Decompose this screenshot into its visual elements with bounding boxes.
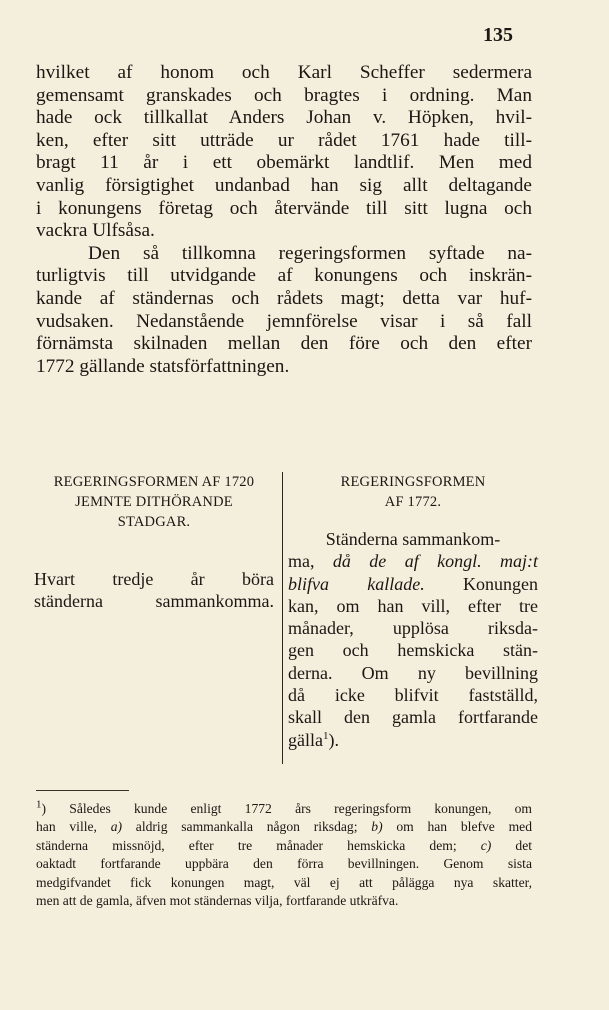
text-line: derna. Om ny bevillning <box>288 662 538 683</box>
text-fragment: Konungen <box>424 573 538 594</box>
footnote-line <box>36 837 532 855</box>
heading-line: JEMNTE DITHÖRANDE <box>75 494 233 510</box>
text-line: hvilket af honom och Karl Scheffer sedermera <box>36 62 532 83</box>
footnote-line: medgifvandet fick konungen magt, väl ej att pålägga nya skatter, <box>36 874 532 890</box>
italic-fragment: b) <box>371 819 383 835</box>
heading-line: REGERINGSFORMEN <box>340 474 486 490</box>
heading-line: STADGAR. <box>117 514 191 530</box>
text-line <box>288 729 538 751</box>
text-line: skall den gamla fortfarande <box>288 707 538 728</box>
text-line: månader, upplösa riksda- <box>288 618 538 639</box>
text-line: Den så tillkomna regeringsformen syftade na- <box>88 242 532 264</box>
text-fragment: ). <box>328 729 339 750</box>
right-column-text <box>288 528 538 751</box>
text-line: bragt 11 år i ett obemärkt landtlif. Men med <box>36 152 532 174</box>
text-line: Ständerna sammankom- <box>325 529 501 549</box>
page-number: 135 <box>483 24 513 46</box>
text-fragment: ) Således kunde enligt 1772 års regeringsform konungen, om <box>41 801 532 816</box>
text-fragment: aldrig sammankalla någon riksdag; <box>122 819 372 835</box>
text-line: turligtvis till utvidgande af konungens och inskrän- <box>36 265 532 287</box>
text-line: vudsaken. Nedanstående jemnförelse visar i så fall <box>36 310 532 332</box>
text-fragment: ständerna missnöjd, efter tre månader hemskicka dem; <box>36 837 481 853</box>
italic-fragment: c) <box>480 837 492 853</box>
left-column-text <box>34 568 274 613</box>
italic-fragment: a) <box>110 819 123 835</box>
body-text <box>36 62 532 378</box>
text-line: gen och hemskicka stän- <box>288 640 538 661</box>
left-column-heading <box>34 472 274 532</box>
heading-line: REGERINGSFORMEN AF 1720 <box>53 474 255 490</box>
text-line: gemensamt granskades och bragtes i ordning. Man <box>36 84 532 106</box>
text-line: förnämsta skilnaden mellan den före och den efter <box>36 333 532 355</box>
footnote-line <box>36 800 532 818</box>
text-line: 1772 gällande statsförfattningen. <box>36 355 290 377</box>
text-line: då icke blifvit fastställd, <box>288 685 538 706</box>
text-line: hade ock tillkallat Anders Johan v. Höpken, hvil- <box>36 107 532 129</box>
text-line <box>288 573 538 595</box>
text-line: kan, om han vill, efter tre <box>288 595 538 616</box>
footnote-line: men att de gamla, äfven mot ständernas vilja, fortfarande utkräfva. <box>36 892 399 908</box>
right-column <box>288 472 538 751</box>
footnote-marker: 1 <box>36 798 42 811</box>
text-fragment: om han blefve med <box>382 819 532 835</box>
heading-line: AF 1772. <box>384 494 442 510</box>
column-divider <box>282 472 283 764</box>
italic-fragment: då de af kongl. maj:t <box>332 551 538 572</box>
text-fragment: gälla <box>288 729 323 750</box>
text-line: vackra Ulfsåsa. <box>36 220 155 242</box>
left-column <box>34 472 274 613</box>
footnote <box>36 800 532 910</box>
footnote-rule <box>36 790 129 791</box>
footnote-ref: 1 <box>322 729 329 742</box>
text-line: vanlig försigtighet undanbad han sig allt deltagande <box>36 174 532 196</box>
text-fragment: han ville, <box>36 819 111 835</box>
text-line: Hvart tredje år böra <box>34 569 274 589</box>
text-line <box>288 550 538 572</box>
text-line: i konungens företag och återvände till sitt lugna och <box>36 197 532 219</box>
text-fragment: det <box>491 837 532 853</box>
text-line: ständerna sammankomma. <box>34 591 274 612</box>
text-line: ken, efter sitt utträde ur rådet 1761 hade till- <box>36 129 532 151</box>
comparison-columns <box>34 472 540 762</box>
italic-fragment: blifva kallade. <box>288 573 425 594</box>
text-fragment: ma, <box>288 551 333 572</box>
footnote-line: oaktadt fortfarande uppbära den förra bevillningen. Genom sista <box>36 856 532 872</box>
text-line: kande af ständernas och rådets magt; detta var huf- <box>36 287 532 309</box>
right-column-heading <box>288 472 538 512</box>
footnote-line <box>36 818 532 836</box>
